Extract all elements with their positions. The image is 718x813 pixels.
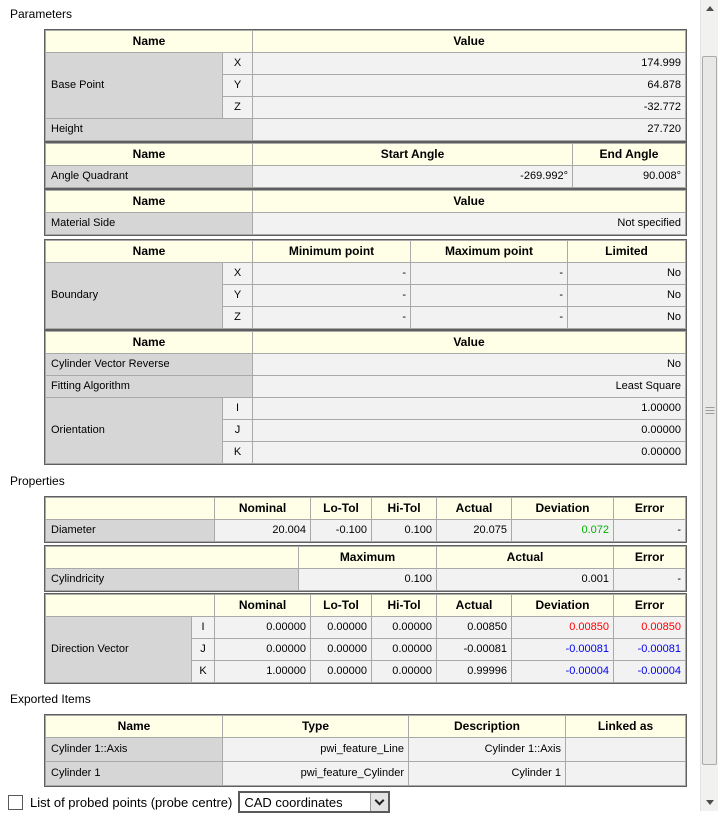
coordinates-dropdown-value: CAD coordinates	[244, 794, 343, 810]
boundary-z-max: -	[411, 307, 568, 329]
dv-j-actual: -0.00081	[437, 639, 512, 661]
col-header-blank	[46, 547, 299, 569]
boundary-y-max: -	[411, 285, 568, 307]
header-row	[46, 595, 686, 617]
col-header-value: Value	[253, 191, 686, 213]
orientation-label: Orientation	[46, 398, 223, 464]
cylindricity-maximum: 0.100	[299, 569, 437, 591]
material-side-label: Material Side	[46, 213, 253, 235]
header-row	[46, 191, 686, 213]
axis-label-k: K	[223, 442, 253, 464]
scrollbar-grip-icon	[705, 407, 714, 415]
exported-item-name: Cylinder 1	[46, 762, 223, 786]
table-row	[46, 398, 686, 420]
col-header-lo-tol: Lo-Tol	[311, 595, 372, 617]
header-row	[46, 241, 686, 263]
table-row	[46, 617, 686, 639]
cylindricity-error: -	[614, 569, 686, 591]
col-header-end-angle: End Angle	[573, 144, 686, 166]
header-row	[46, 332, 686, 354]
col-header-name: Name	[46, 716, 223, 738]
properties-section-title: Properties	[10, 474, 65, 488]
col-header-actual: Actual	[437, 547, 614, 569]
end-angle-value: 90.008°	[573, 166, 686, 188]
cylindricity-label: Cylindricity	[46, 569, 299, 591]
scroll-up-icon	[706, 6, 714, 11]
coordinates-dropdown-button[interactable]	[370, 793, 388, 811]
dv-i-actual: 0.00850	[437, 617, 512, 639]
base-point-label: Base Point	[46, 53, 223, 119]
fitting-algorithm-label: Fitting Algorithm	[46, 376, 253, 398]
scroll-down-button[interactable]	[701, 794, 718, 811]
diameter-nominal: 20.004	[215, 520, 311, 542]
orientation-j-value: 0.00000	[253, 420, 686, 442]
header-row	[46, 31, 686, 53]
diameter-table	[45, 497, 686, 542]
dv-j-hi-tol: 0.00000	[372, 639, 437, 661]
orientation-i-value: 1.00000	[253, 398, 686, 420]
cylinder-vector-reverse-label: Cylinder Vector Reverse	[46, 354, 253, 376]
axis-label-x: X	[223, 53, 253, 75]
col-header-nominal: Nominal	[215, 595, 311, 617]
coordinates-dropdown[interactable]	[238, 791, 390, 813]
axis-label-y: Y	[223, 75, 253, 97]
angle-quadrant-label: Angle Quadrant	[46, 166, 253, 188]
table-row	[46, 376, 686, 398]
col-header-name: Name	[46, 241, 253, 263]
dv-k-actual: 0.99996	[437, 661, 512, 683]
exported-item-linked-as	[566, 762, 686, 786]
exported-item-type: pwi_feature_Cylinder	[223, 762, 409, 786]
table-row	[46, 738, 686, 762]
cylindricity-actual: 0.001	[437, 569, 614, 591]
direction-vector-table	[45, 594, 686, 683]
orientation-k-value: 0.00000	[253, 442, 686, 464]
col-header-lo-tol: Lo-Tol	[311, 498, 372, 520]
header-row	[46, 716, 686, 738]
vertical-scrollbar[interactable]	[700, 0, 718, 811]
material-side-value: Not specified	[253, 213, 686, 235]
diameter-error: -	[614, 520, 686, 542]
start-angle-value: -269.992°	[253, 166, 573, 188]
fitting-algorithm-value: Least Square	[253, 376, 686, 398]
exported-item-name: Cylinder 1::Axis	[46, 738, 223, 762]
header-row	[46, 144, 686, 166]
table-row	[46, 166, 686, 188]
height-value: 27.720	[253, 119, 686, 141]
dv-k-nominal: 1.00000	[215, 661, 311, 683]
base-point-table	[45, 30, 686, 141]
col-header-maximum: Maximum	[299, 547, 437, 569]
dv-j-deviation: -0.00081	[512, 639, 614, 661]
material-side-table	[45, 190, 686, 235]
exported-item-linked-as	[566, 738, 686, 762]
dv-k-deviation: -0.00004	[512, 661, 614, 683]
probed-points-checkbox-label[interactable]: List of probed points (probe centre)	[30, 794, 233, 810]
axis-label-j: J	[192, 639, 215, 661]
axis-label-y: Y	[223, 285, 253, 307]
footer-bar	[8, 791, 701, 813]
diameter-hi-tol: 0.100	[372, 520, 437, 542]
boundary-x-max: -	[411, 263, 568, 285]
axis-label-z: Z	[223, 97, 253, 119]
col-header-start-angle: Start Angle	[253, 144, 573, 166]
direction-vector-label: Direction Vector	[46, 617, 192, 683]
exported-item-description: Cylinder 1	[409, 762, 566, 786]
col-header-name: Name	[46, 144, 253, 166]
boundary-x-limited: No	[568, 263, 686, 285]
dv-i-error: 0.00850	[614, 617, 686, 639]
fitting-table	[45, 331, 686, 464]
dv-k-error: -0.00004	[614, 661, 686, 683]
dv-j-nominal: 0.00000	[215, 639, 311, 661]
axis-label-k: K	[192, 661, 215, 683]
axis-label-z: Z	[223, 307, 253, 329]
diameter-deviation: 0.072	[512, 520, 614, 542]
boundary-label: Boundary	[46, 263, 223, 329]
col-header-value: Value	[253, 332, 686, 354]
scrollbar-thumb[interactable]	[702, 56, 717, 765]
dv-j-lo-tol: 0.00000	[311, 639, 372, 661]
exported-item-description: Cylinder 1::Axis	[409, 738, 566, 762]
col-header-actual: Actual	[437, 595, 512, 617]
col-header-blank	[46, 498, 215, 520]
diameter-actual: 20.075	[437, 520, 512, 542]
probed-points-checkbox[interactable]	[8, 795, 23, 810]
col-header-error: Error	[614, 595, 686, 617]
table-row	[46, 354, 686, 376]
chevron-down-icon	[375, 796, 385, 806]
col-header-maximum-point: Maximum point	[411, 241, 568, 263]
cylinder-vector-reverse-value: No	[253, 354, 686, 376]
parameters-section-title: Parameters	[10, 7, 73, 21]
table-row	[46, 119, 686, 141]
boundary-y-limited: No	[568, 285, 686, 307]
col-header-value: Value	[253, 31, 686, 53]
angle-quadrant-table	[45, 143, 686, 188]
axis-label-i: I	[192, 617, 215, 639]
height-label: Height	[46, 119, 253, 141]
boundary-y-min: -	[253, 285, 411, 307]
col-header-name: Name	[46, 31, 253, 53]
exported-items-table	[45, 715, 686, 786]
table-row	[46, 762, 686, 786]
scroll-up-button[interactable]	[701, 0, 718, 17]
boundary-table	[45, 240, 686, 329]
col-header-deviation: Deviation	[512, 498, 614, 520]
col-header-blank	[46, 595, 215, 617]
col-header-error: Error	[614, 498, 686, 520]
col-header-linked-as: Linked as	[566, 716, 686, 738]
dv-i-deviation: 0.00850	[512, 617, 614, 639]
col-header-actual: Actual	[437, 498, 512, 520]
table-row	[46, 213, 686, 235]
boundary-x-min: -	[253, 263, 411, 285]
col-header-hi-tol: Hi-Tol	[372, 595, 437, 617]
col-header-minimum-point: Minimum point	[253, 241, 411, 263]
boundary-z-limited: No	[568, 307, 686, 329]
col-header-name: Name	[46, 191, 253, 213]
scroll-down-icon	[706, 800, 714, 805]
col-header-type: Type	[223, 716, 409, 738]
dv-i-nominal: 0.00000	[215, 617, 311, 639]
table-row	[46, 569, 686, 591]
dv-k-lo-tol: 0.00000	[311, 661, 372, 683]
col-header-deviation: Deviation	[512, 595, 614, 617]
col-header-limited: Limited	[568, 241, 686, 263]
diameter-lo-tol: -0.100	[311, 520, 372, 542]
exported-items-section-title: Exported Items	[10, 692, 91, 706]
table-row	[46, 520, 686, 542]
axis-label-i: I	[223, 398, 253, 420]
dv-i-hi-tol: 0.00000	[372, 617, 437, 639]
dv-i-lo-tol: 0.00000	[311, 617, 372, 639]
col-header-nominal: Nominal	[215, 498, 311, 520]
axis-label-j: J	[223, 420, 253, 442]
base-point-y-value: 64.878	[253, 75, 686, 97]
col-header-description: Description	[409, 716, 566, 738]
boundary-z-min: -	[253, 307, 411, 329]
cylindricity-table	[45, 546, 686, 591]
base-point-z-value: -32.772	[253, 97, 686, 119]
exported-item-type: pwi_feature_Line	[223, 738, 409, 762]
header-row	[46, 547, 686, 569]
dv-k-hi-tol: 0.00000	[372, 661, 437, 683]
header-row	[46, 498, 686, 520]
base-point-x-value: 174.999	[253, 53, 686, 75]
col-header-hi-tol: Hi-Tol	[372, 498, 437, 520]
col-header-name: Name	[46, 332, 253, 354]
diameter-label: Diameter	[46, 520, 215, 542]
col-header-error: Error	[614, 547, 686, 569]
dv-j-error: -0.00081	[614, 639, 686, 661]
table-row	[46, 263, 686, 285]
axis-label-x: X	[223, 263, 253, 285]
table-row	[46, 53, 686, 75]
